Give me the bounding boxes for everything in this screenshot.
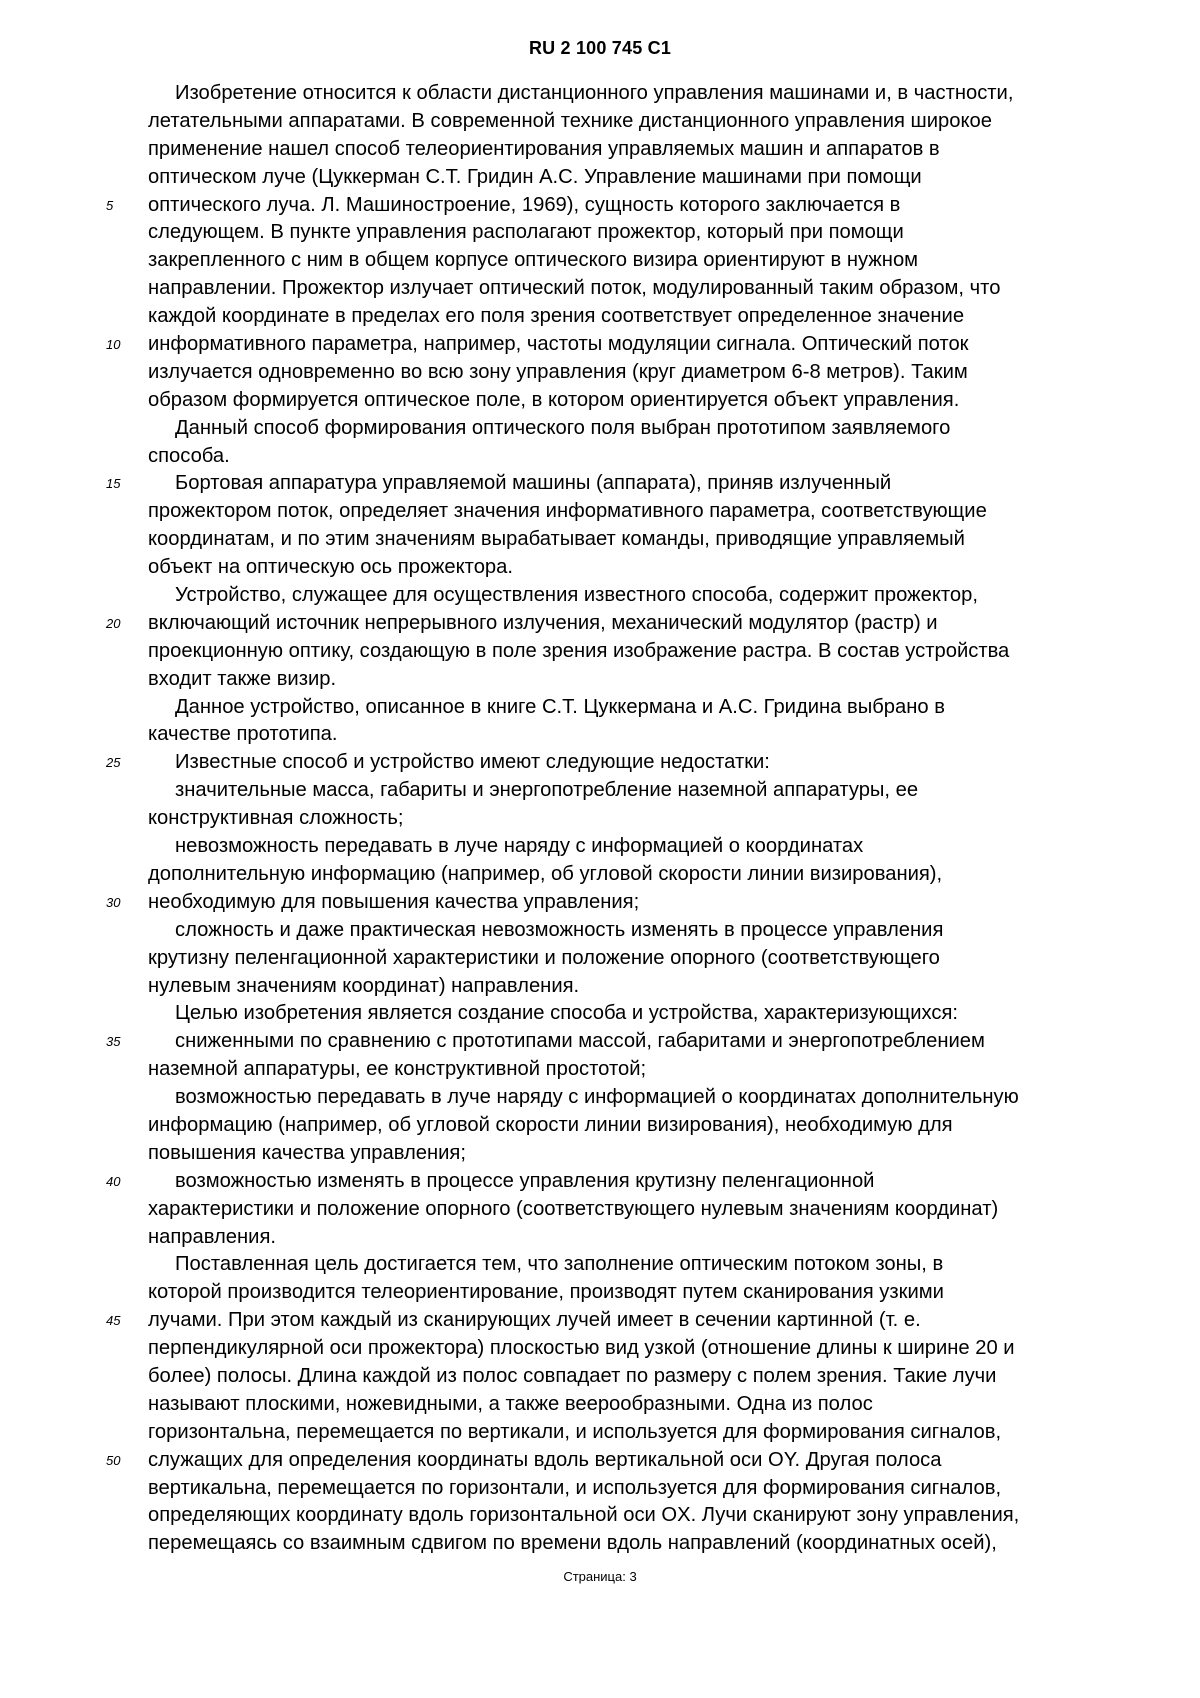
text-line <box>106 749 1108 777</box>
line-number: 40 <box>106 1173 121 1189</box>
text-line <box>106 1447 1108 1475</box>
text-line <box>148 1196 1108 1224</box>
text-line <box>148 777 1108 805</box>
text-line <box>148 861 1108 889</box>
line-text: значительные масса, габариты и энергопотребление наземной аппаратуры, ее <box>175 779 919 802</box>
line-text: способа. <box>148 444 230 467</box>
line-text: каждой координате в пределах его поля зрения соответствует определенное значение <box>148 305 965 328</box>
line-text: Данное устройство, описанное в книге С.Т. Цуккермана и А.С. Гридина выбрано в <box>175 695 945 718</box>
line-text: лучами. При этом каждый из сканирующих лучей имеет в сечении картинной (т. е. <box>148 1309 921 1332</box>
document-header: RU 2 100 745 C1 <box>528 38 672 58</box>
line-text: характеристики и положение опорного (соответствующего нулевым значениям координат) <box>148 1197 999 1220</box>
line-text: образом формируется оптическое поле, в котором ориентируется объект управления. <box>148 388 960 411</box>
text-line <box>148 80 1108 108</box>
text-line <box>148 1279 1108 1307</box>
line-number: 5 <box>106 197 114 213</box>
line-text: Целью изобретения является создание способа и устройства, характеризующихся: <box>175 1002 958 1025</box>
line-text: входит также визир. <box>148 667 337 690</box>
text-line <box>148 443 1108 471</box>
text-line <box>148 1530 1108 1558</box>
text-line <box>106 1028 1108 1056</box>
line-text: летательными аппаратами. В современной технике дистанционного управления широкое <box>148 109 992 132</box>
text-line <box>148 638 1108 666</box>
line-text: более) полосы. Длина каждой из полос совпадает по размеру с полем зрения. Такие лучи <box>148 1364 997 1387</box>
text-line <box>148 554 1108 582</box>
text-line <box>148 973 1108 1001</box>
line-text: Изобретение относится к области дистанционного управления машинами и, в частности, <box>175 82 1014 104</box>
text-line <box>106 889 1108 917</box>
text-line <box>148 917 1108 945</box>
line-text: координатам, и по этим значениям вырабатывает команды, приводящие управляемый <box>148 528 965 551</box>
text-line <box>148 1419 1108 1447</box>
page-footer: Страница: 3 <box>563 1569 637 1584</box>
line-text: качестве прототипа. <box>148 723 338 746</box>
line-text: Бортовая аппаратура управляемой машины (аппарата), приняв излученный <box>175 472 892 495</box>
text-line <box>148 1112 1108 1140</box>
line-text: нулевым значениям координат) направления. <box>148 974 580 997</box>
text-line <box>106 192 1108 220</box>
line-text: горизонтальна, перемещается по вертикали, и используется для формирования сигналов, <box>148 1420 1002 1443</box>
line-text: Поставленная цель достигается тем, что заполнение оптическим потоком зоны, в <box>175 1253 944 1276</box>
text-line <box>148 833 1108 861</box>
line-text: проекционную оптику, создающую в поле зрения изображение растра. В состав устройства <box>148 639 1010 662</box>
line-text: необходимую для повышения качества управления; <box>148 890 640 913</box>
text-line <box>148 303 1108 331</box>
text-line <box>106 1168 1108 1196</box>
line-text: направлении. Прожектор излучает оптический поток, модулированный таким образом, что <box>148 277 1001 300</box>
line-text: Данный способ формирования оптического поля выбран прототипом заявляемого <box>175 416 951 439</box>
line-text: Известные способ и устройство имеют следующие недостатки: <box>175 751 770 774</box>
line-text: перемещаясь со взаимным сдвигом по времени вдоль направлений (координатных осей), <box>148 1532 997 1555</box>
text-line <box>148 1391 1108 1419</box>
text-line <box>148 1363 1108 1391</box>
text-line <box>148 582 1108 610</box>
line-text: которой производится телеориентирование, производят путем сканирования узкими <box>148 1281 944 1304</box>
text-line <box>148 1056 1108 1084</box>
line-text: направления. <box>148 1225 276 1248</box>
text-line <box>148 108 1108 136</box>
line-text: информативного параметра, например, частоты модуляции сигнала. Оптический поток <box>148 333 969 356</box>
line-text: конструктивная сложность; <box>148 807 404 830</box>
text-line <box>148 1084 1108 1112</box>
line-text: оптического луча. Л. Машиностроение, 1969), сущность которого заключается в <box>148 193 901 216</box>
line-number: 30 <box>106 894 121 910</box>
text-line <box>148 666 1108 694</box>
line-text: вертикальна, перемещается по горизонтали, и используется для формирования сигналов, <box>148 1476 1002 1499</box>
text-line <box>148 1251 1108 1279</box>
line-text: закрепленного с ним в общем корпусе оптического визира ориентируют в нужном <box>148 249 919 272</box>
line-text: невозможность передавать в луче наряду с информацией о координатах <box>175 835 864 858</box>
text-line <box>148 247 1108 275</box>
text-line <box>148 415 1108 443</box>
line-text: повышения качества управления; <box>148 1141 466 1164</box>
line-text: служащих для определения координаты вдоль вертикальной оси OY. Другая полоса <box>148 1448 942 1471</box>
text-line <box>148 1140 1108 1168</box>
line-text: возможностью изменять в процессе управления крутизну пеленгационной <box>175 1169 875 1192</box>
text-line <box>106 331 1108 359</box>
line-text: дополнительную информацию (например, об угловой скорости линии визирования), <box>148 862 943 885</box>
line-number: 35 <box>106 1034 121 1050</box>
text-line <box>148 721 1108 749</box>
line-text: информацию (например, об угловой скорости линии визирования), необходимую для <box>148 1113 953 1136</box>
text-line <box>148 136 1108 164</box>
line-number: 20 <box>106 615 121 631</box>
text-line <box>148 219 1108 247</box>
line-text: объект на оптическую ось прожектора. <box>148 556 513 579</box>
text-line <box>148 694 1108 722</box>
body-text <box>106 80 1108 1558</box>
text-line <box>148 359 1108 387</box>
line-number: 25 <box>106 755 121 771</box>
text-line <box>106 610 1108 638</box>
line-text: включающий источник непрерывного излучения, механический модулятор (растр) и <box>148 611 938 634</box>
line-text: наземной аппаратуры, ее конструктивной простотой; <box>148 1058 647 1081</box>
line-text: перпендикулярной оси прожектора) плоскостью вид узкой (отношение длины к ширине 20 и <box>148 1337 1015 1360</box>
line-text: сложность и даже практическая невозможность изменять в процессе управления <box>175 918 944 941</box>
text-line <box>148 945 1108 973</box>
text-line <box>148 1224 1108 1252</box>
line-text: определяющих координату вдоль горизонтальной оси OX. Лучи сканируют зону управления, <box>148 1504 1020 1527</box>
line-number: 50 <box>106 1452 121 1468</box>
line-text: прожектором поток, определяет значения информативного параметра, соответствующие <box>148 500 987 523</box>
line-number: 45 <box>106 1313 121 1329</box>
text-line <box>148 387 1108 415</box>
text-line <box>148 275 1108 303</box>
line-text: применение нашел способ телеориентирования управляемых машин и аппаратов в <box>148 137 940 160</box>
text-line <box>148 805 1108 833</box>
text-line <box>148 526 1108 554</box>
line-text: сниженными по сравнению с прототипами массой, габаритами и энергопотреблением <box>175 1030 985 1053</box>
line-text: возможностью передавать в луче наряду с информацией о координатах дополнительную <box>175 1086 1019 1109</box>
text-line <box>148 1335 1108 1363</box>
text-line <box>148 1502 1108 1530</box>
line-text: следующем. В пункте управления располагают прожектор, который при помощи <box>148 221 904 244</box>
text-line <box>148 1000 1108 1028</box>
line-number: 10 <box>106 337 121 353</box>
text-line <box>106 470 1108 498</box>
line-text: крутизну пеленгационной характеристики и положение опорного (соответствующего <box>148 946 940 969</box>
line-text: называют плоскими, ножевидными, а также веерообразными. Одна из полос <box>148 1392 873 1415</box>
text-line <box>148 1475 1108 1503</box>
text-line <box>148 498 1108 526</box>
line-text: излучается одновременно во всю зону управления (круг диаметром 6-8 метров). Таким <box>148 360 968 383</box>
text-line <box>148 164 1108 192</box>
line-text: Устройство, служащее для осуществления известного способа, содержит прожектор, <box>175 584 978 607</box>
text-line <box>106 1307 1108 1335</box>
line-number: 15 <box>106 476 121 492</box>
line-text: оптическом луче (Цуккерман С.Т. Гридин А.С. Управление машинами при помощи <box>148 165 922 188</box>
